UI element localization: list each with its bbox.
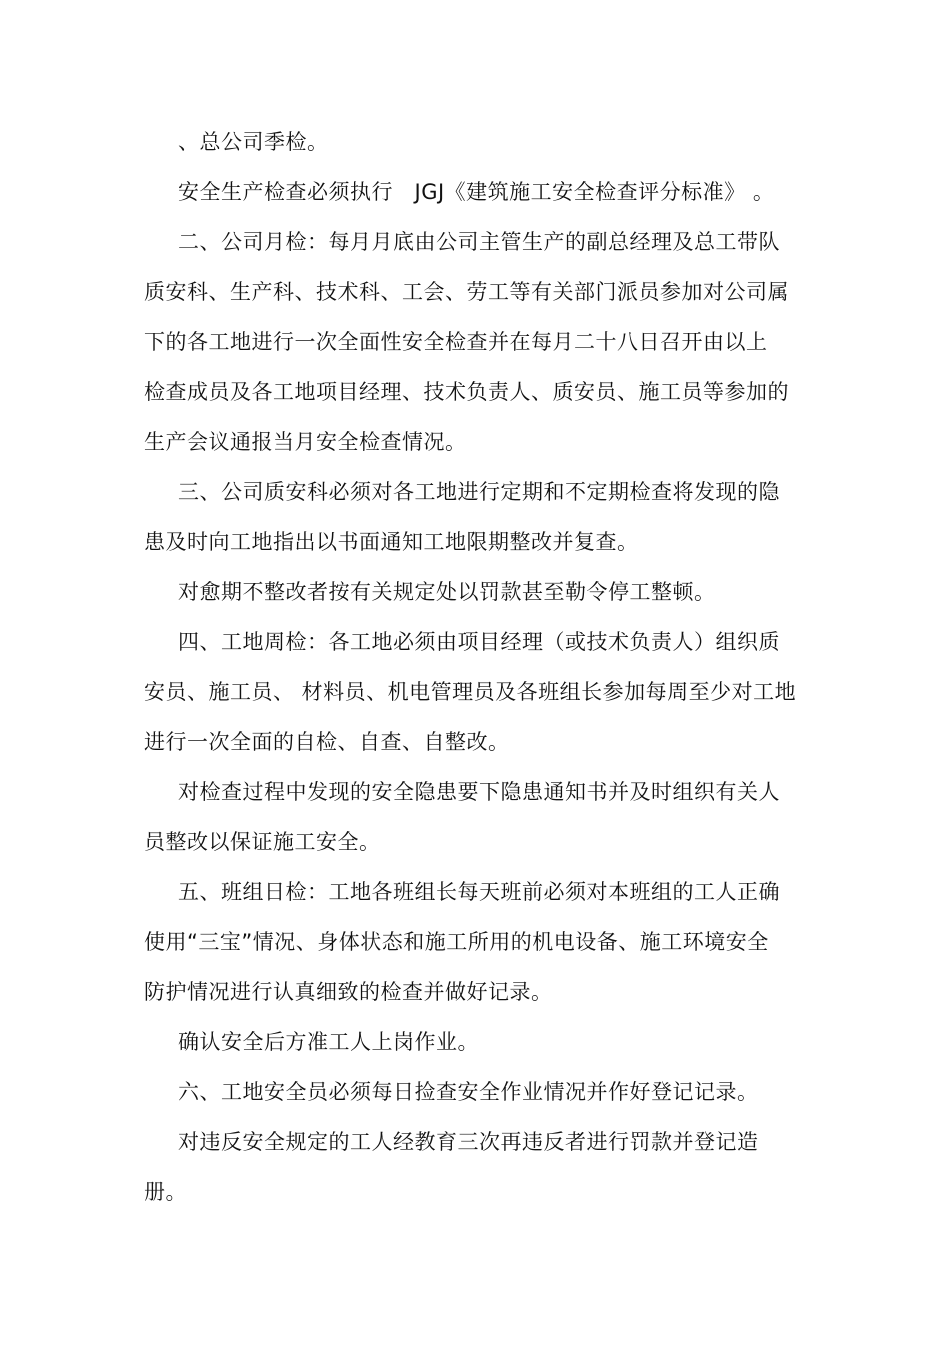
text-line: 防护情况进行认真细致的检查并做好记录。: [144, 980, 553, 1004]
text-line: 检查成员及各工地项目经理、技术负责人、质安员、施工员等参加的: [144, 380, 789, 404]
text-line: 对愈期不整改者按有关规定处以罚款甚至勒令停工整顿。: [178, 580, 716, 604]
text-line: 进行一次全面的自检、自查、自整改。: [144, 730, 510, 754]
text-line: 使用“三宝”情况、身体状态和施工所用的机电设备、施工环境安全: [144, 930, 769, 954]
text-line: 六、工地安全员必须每日捡查安全作业情况并作好登记记录。: [178, 1080, 759, 1104]
text-line: 安全生产检查必须执行 JGJ《建筑施工安全检查评分标准》 。: [178, 180, 775, 204]
text-line: 确认安全后方准工人上岗作业。: [178, 1030, 479, 1054]
text-line: 四、工地周检：各工地必须由项目经理（或技术负责人）组织质: [178, 630, 780, 654]
text-line: 、总公司季检。: [178, 130, 329, 154]
text-line: 下的各工地进行一次全面性安全检查并在每月二十八日召开由以上: [144, 330, 768, 354]
text-line: 三、公司质安科必须对各工地进行定期和不定期检查将发现的隐: [178, 480, 780, 504]
text-line: 安员、施工员、 材料员、机电管理员及各班组长参加每周至少对工地: [144, 680, 797, 704]
text-line: 对检查过程中发现的安全隐患要下隐患通知书并及时组织有关人: [178, 780, 780, 804]
text-line: 质安科、生产科、技术科、工会、劳工等有关部门派员参加对公司属: [144, 280, 789, 304]
text-line: 二、公司月检：每月月底由公司主管生产的副总经理及总工带队: [178, 230, 780, 254]
text-line: 员整改以保证施工安全。: [144, 830, 381, 854]
text-line: 册。: [144, 1180, 187, 1204]
text-line: 对违反安全规定的工人经教育三次再违反者进行罚款并登记造: [178, 1130, 759, 1154]
text-line: 生产会议通报当月安全检查情况。: [144, 430, 467, 454]
text-line: 五、班组日检：工地各班组长每天班前必须对本班组的工人正确: [178, 880, 780, 904]
text-line: 患及时向工地指出以书面通知工地限期整改并复查。: [144, 530, 639, 554]
